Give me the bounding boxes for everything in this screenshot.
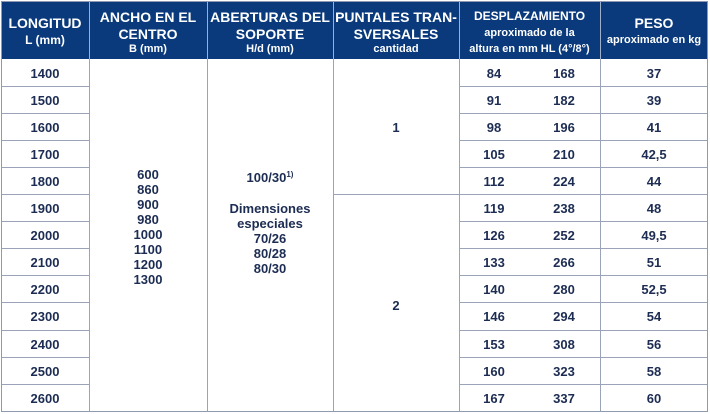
footnote-marker: 1) [286,170,294,179]
displacement-4deg-cell: 160 [483,364,505,379]
length-cell: 2600 [30,391,60,406]
cross-struts-group-1: 1 [392,120,400,135]
header-width-unit: B (mm) [129,43,167,55]
header-openings-title-1: ABERTURAS DEL [210,9,330,25]
header-openings-title-2: SOPORTE [235,26,305,42]
header-width-title-2: CENTRO [118,26,178,42]
header-length-unit: L (mm) [25,33,65,47]
header-cross-struts-title-2: SVERSALES [353,26,439,42]
width-value: 1000 [133,227,163,242]
header-displacement-sub-2: altura en mm HL (4°/8°) [469,43,590,55]
cross-struts-group-2: 2 [392,298,400,313]
header-cross-struts-title-1: PUNTALES TRAN- [335,9,457,25]
displacement-4deg-cell: 112 [483,174,505,189]
openings-main-value: 100/30 [246,170,287,185]
length-cell: 2200 [30,282,60,297]
weight-cell: 41 [646,120,662,135]
displacement-8deg-cell: 238 [553,201,575,216]
openings-special-value: 80/30 [253,261,287,276]
displacement-8deg-cell: 252 [553,228,575,243]
displacement-8deg-cell: 266 [553,255,575,270]
weight-cell: 42,5 [641,147,667,162]
displacement-4deg-cell: 153 [483,337,505,352]
openings-special-value: 70/26 [253,231,287,246]
weight-cell: 37 [646,66,662,81]
displacement-4deg-cell: 105 [483,147,505,162]
displacement-8deg-cell: 308 [553,337,575,352]
weight-cell: 44 [646,174,662,189]
weight-cell: 39 [646,93,662,108]
length-cell: 2000 [30,228,60,243]
displacement-8deg-cell: 182 [553,93,575,108]
length-cell: 2400 [30,337,60,352]
length-cell: 1800 [30,174,60,189]
weight-cell: 58 [646,364,662,379]
length-cell: 2500 [30,364,60,379]
displacement-8deg-cell: 294 [553,309,575,324]
displacement-4deg-cell: 167 [483,391,505,406]
header-weight-unit: aproximado en kg [606,34,702,46]
displacement-4deg-cell: 133 [483,255,505,270]
length-cell: 1400 [30,66,60,81]
displacement-8deg-cell: 196 [553,120,575,135]
displacement-4deg-cell: 119 [483,201,505,216]
length-cell: 1900 [30,201,60,216]
openings-special-value: 80/28 [253,246,287,261]
displacement-4deg-cell: 140 [483,282,505,297]
weight-cell: 48 [646,201,662,216]
width-value: 1300 [133,272,163,287]
width-value: 1200 [133,257,163,272]
displacement-4deg-cell: 146 [483,309,505,324]
header-length-title: LONGITUD [8,15,82,31]
table-border [1,1,708,412]
displacement-4deg-cell: 84 [486,66,502,81]
length-cell: 1600 [30,120,60,135]
displacement-4deg-cell: 91 [486,93,502,108]
data-table [1,1,708,412]
displacement-8deg-cell: 323 [553,364,575,379]
displacement-8deg-cell: 210 [553,147,575,162]
weight-cell: 51 [646,255,662,270]
length-cell: 2100 [30,255,60,270]
header-displacement-sub-1: aproximado de la [484,27,575,39]
displacement-4deg-cell: 126 [483,228,505,243]
weight-cell: 49,5 [641,228,667,243]
displacement-8deg-cell: 337 [553,391,575,406]
header-width-title-1: ANCHO EN EL [99,9,197,25]
header-displacement-title: DESPLAZAMIENTO [473,9,586,23]
header-cross-struts-unit: cantidad [373,43,419,55]
weight-cell: 52,5 [641,282,667,297]
openings-special-label: especiales [237,216,303,231]
displacement-4deg-cell: 98 [486,120,502,135]
header-weight-title: PESO [634,15,674,31]
displacement-8deg-cell: 280 [553,282,575,297]
length-cell: 1700 [30,147,60,162]
width-value: 860 [137,182,159,197]
weight-cell: 56 [646,337,662,352]
width-value: 980 [137,212,159,227]
weight-cell: 60 [646,391,662,406]
length-cell: 1500 [30,93,60,108]
displacement-8deg-cell: 224 [553,174,575,189]
openings-special-label: Dimensiones [229,201,311,216]
displacement-8deg-cell: 168 [553,66,575,81]
length-cell: 2300 [30,309,60,324]
width-value: 600 [137,167,159,182]
width-value: 1100 [133,242,163,257]
width-value: 900 [137,197,159,212]
weight-cell: 54 [646,309,662,324]
header-openings-unit: H/d (mm) [246,43,294,55]
